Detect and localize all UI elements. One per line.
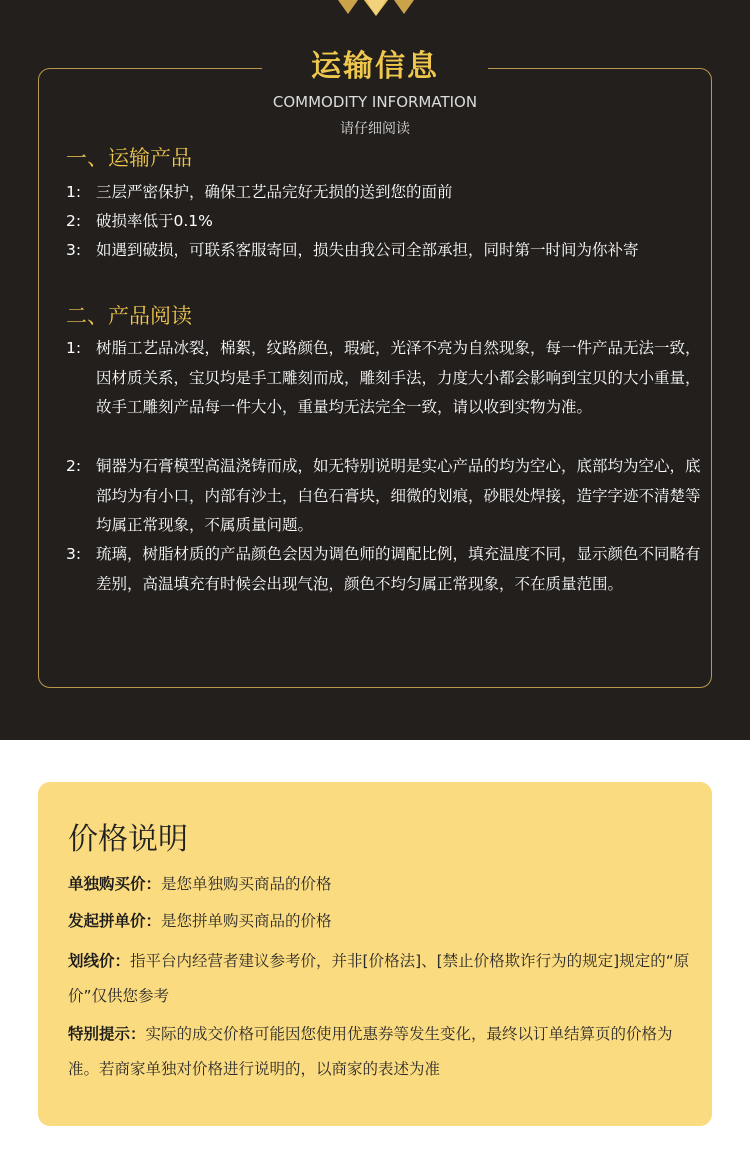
price-item-group — [68, 904, 693, 939]
price-item-strikethrough — [68, 944, 693, 1014]
list-item — [66, 178, 706, 208]
price-item-text: 指平台内经营者建议参考价，并非[价格法]、[禁止价格欺诈行为的规定]规定的“原价”仅供您参考 — [68, 952, 690, 1005]
price-item-single — [68, 867, 693, 902]
list-item — [66, 334, 706, 423]
item-number: 1: — [66, 339, 82, 357]
item-text: 琉璃，树脂材质的产品颜色会因为调色师的调配比例，填充温度不同，显示颜色不同略有差别，高温填充有时候会出现气泡，颜色不均匀属正常现象，不在质量范围。 — [96, 545, 701, 593]
item-text: 树脂工艺品冰裂，棉絮，纹路颜色，瑕疵，光泽不亮为自然现象，每一件产品无法一致，因材质关系，宝贝均是手工雕刻而成，雕刻手法，力度大小都会影响到宝贝的大小重量，故手工雕刻产品每一件大小，重量均无法完全一致，请以收到实物为准。 — [96, 339, 701, 416]
section-heading-shipping-products: 一、运输产品 — [66, 146, 192, 170]
price-item-label: 单独购买价： — [68, 875, 162, 893]
item-text: 三层严密保护，确保工艺品完好无损的送到您的面前 — [96, 183, 453, 201]
page-subtitle: COMMODITY INFORMATION — [272, 93, 478, 111]
price-item-special-note — [68, 1017, 693, 1087]
item-text: 铜器为石膏模型高温浇铸而成，如无特别说明是实心产品的均为空心，底部均为空心，底部均为有小口，内部有沙土，白色石膏块，细微的划痕，砂眼处焊接，造字字迹不清楚等均属正常现象，不属质量问题。 — [96, 457, 701, 534]
price-title: 价格说明 — [68, 822, 188, 857]
item-number: 3: — [66, 241, 82, 259]
price-item-text: 是您拼单购买商品的价格 — [161, 912, 332, 930]
list-item — [66, 452, 706, 541]
read-carefully-hint: 请仔细阅读 — [340, 121, 410, 137]
page-title: 运输信息 — [311, 49, 439, 84]
section-heading-product-reading: 二、产品阅读 — [66, 304, 192, 328]
price-item-text: 实际的成交价格可能因您使用优惠券等发生变化，最终以订单结算页的价格为准。若商家单独对价格进行说明的，以商家的表述为准 — [68, 1025, 673, 1078]
price-explanation-card — [38, 782, 712, 1126]
item-text: 如遇到破损，可联系客服寄回，损失由我公司全部承担，同时第一时间为你补寄 — [96, 241, 639, 259]
list-item — [66, 540, 706, 599]
item-text: 破损率低于0.1% — [96, 212, 213, 230]
price-item-label: 划线价： — [68, 952, 131, 970]
list-item — [66, 236, 706, 266]
price-item-text: 是您单独购买商品的价格 — [161, 875, 332, 893]
price-item-label: 特别提示： — [68, 1025, 146, 1043]
item-number: 2: — [66, 457, 82, 475]
item-number: 2: — [66, 212, 82, 230]
diamond-ornament-icon — [330, 0, 422, 16]
list-item — [66, 207, 706, 237]
item-number: 1: — [66, 183, 82, 201]
item-number: 3: — [66, 545, 82, 563]
price-item-label: 发起拼单价： — [68, 912, 162, 930]
